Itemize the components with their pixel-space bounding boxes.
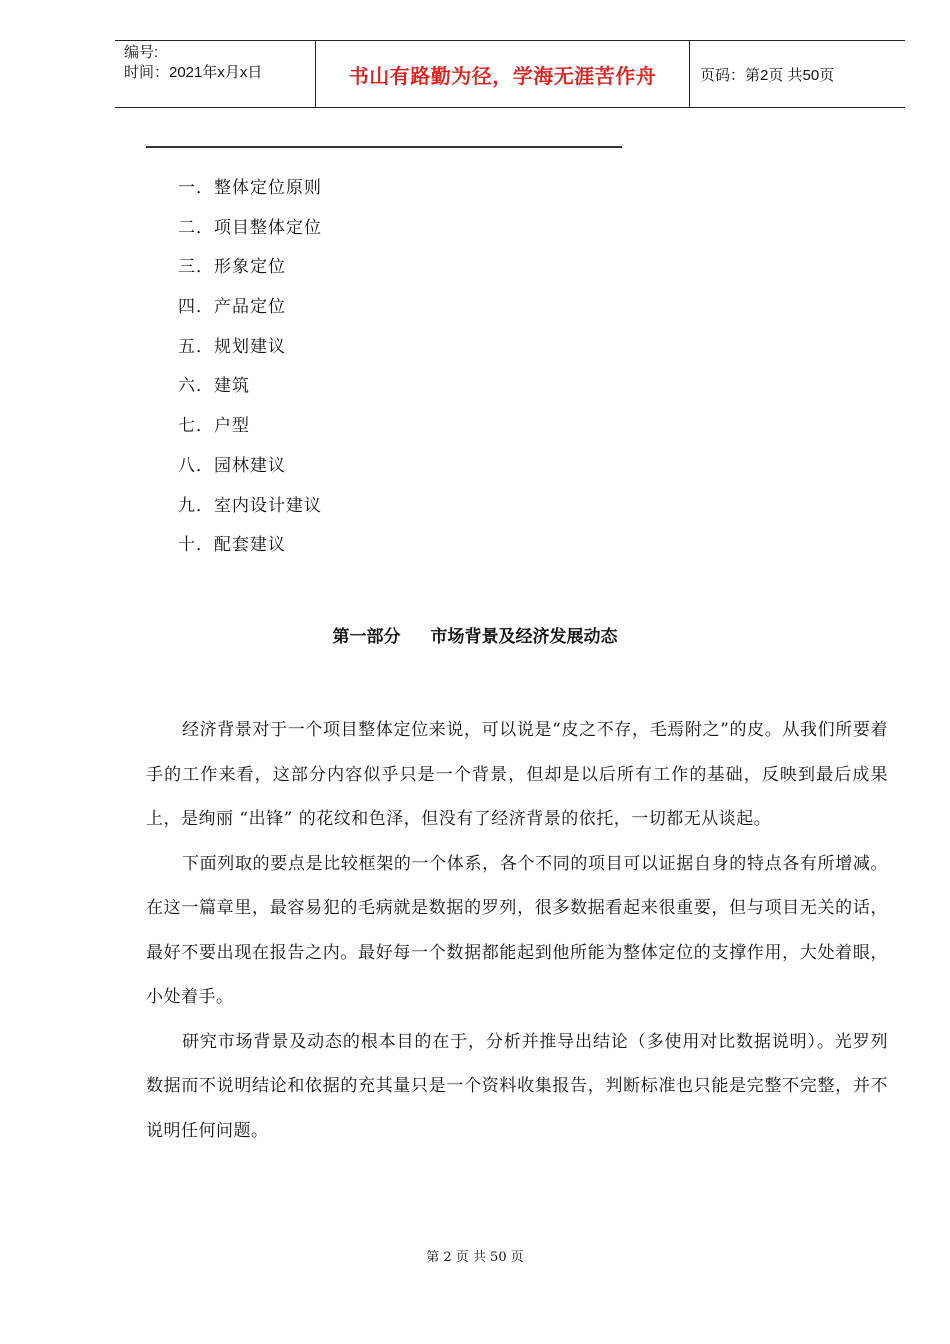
body-text xyxy=(146,708,888,1153)
header-page-info: 页码：第2页 共50页 xyxy=(700,66,835,84)
header-meta xyxy=(115,41,316,107)
page-footer: 第 2 页 共 50 页 xyxy=(426,1250,524,1265)
toc-item: 四．产品定位 xyxy=(178,297,286,318)
toc-item: 十．配套建议 xyxy=(178,535,286,556)
toc-item: 五．规划建议 xyxy=(178,336,286,357)
toc-item: 三．形象定位 xyxy=(178,257,286,278)
divider-line xyxy=(146,146,622,148)
section-title: 市场背景及经济发展动态 xyxy=(430,627,618,647)
paragraph: 下面列取的要点是比较框架的一个体系，各个不同的项目可以证据自身的特点各有所增减。在这一篇章里，最容易犯的毛病就是数据的罗列，很多数据看起来很重要，但与项目无关的话，最好不要出现在报告之内。最好每一个数据都能起到他所能为整体定位的支撑作用，大处着眼，小处着手。 xyxy=(146,853,888,1007)
toc-item: 二．项目整体定位 xyxy=(178,217,322,238)
page-header xyxy=(115,40,905,108)
section-part-label: 第一部分 xyxy=(332,627,401,647)
paragraph: 经济背景对于一个项目整体定位来说，可以说是“皮之不存，毛焉附之”的皮。从我们所要着手的工作来看，这部分内容似乎只是一个背景，但却是以后所有工作的基础，反映到最后成果上，是绚丽 “出锋” 的花纹和色泽，但没有了经济背景的依托，一切都无从谈起。 xyxy=(146,720,888,829)
table-of-contents xyxy=(178,172,322,569)
paragraph: 研究市场背景及动态的根本目的在于，分析并推导出结论（多使用对比数据说明）。光罗列数据而不说明结论和依据的充其量只是一个资料收集报告，判断标准也只能是完整不完整，并不说明任何问题。 xyxy=(146,1031,888,1141)
toc-item: 八．园林建议 xyxy=(178,455,286,476)
header-number-label: 编号: xyxy=(124,44,159,61)
toc-item: 一．整体定位原则 xyxy=(178,178,322,198)
section-heading xyxy=(0,622,950,647)
toc-item: 七．户型 xyxy=(178,416,250,437)
header-motto: 书山有路勤为径，学海无涯苦作舟 xyxy=(316,41,690,107)
header-time-label: 时间：2021年x月x日 xyxy=(124,64,263,81)
toc-item: 六．建筑 xyxy=(178,376,250,397)
toc-item: 九．室内设计建议 xyxy=(178,495,322,516)
